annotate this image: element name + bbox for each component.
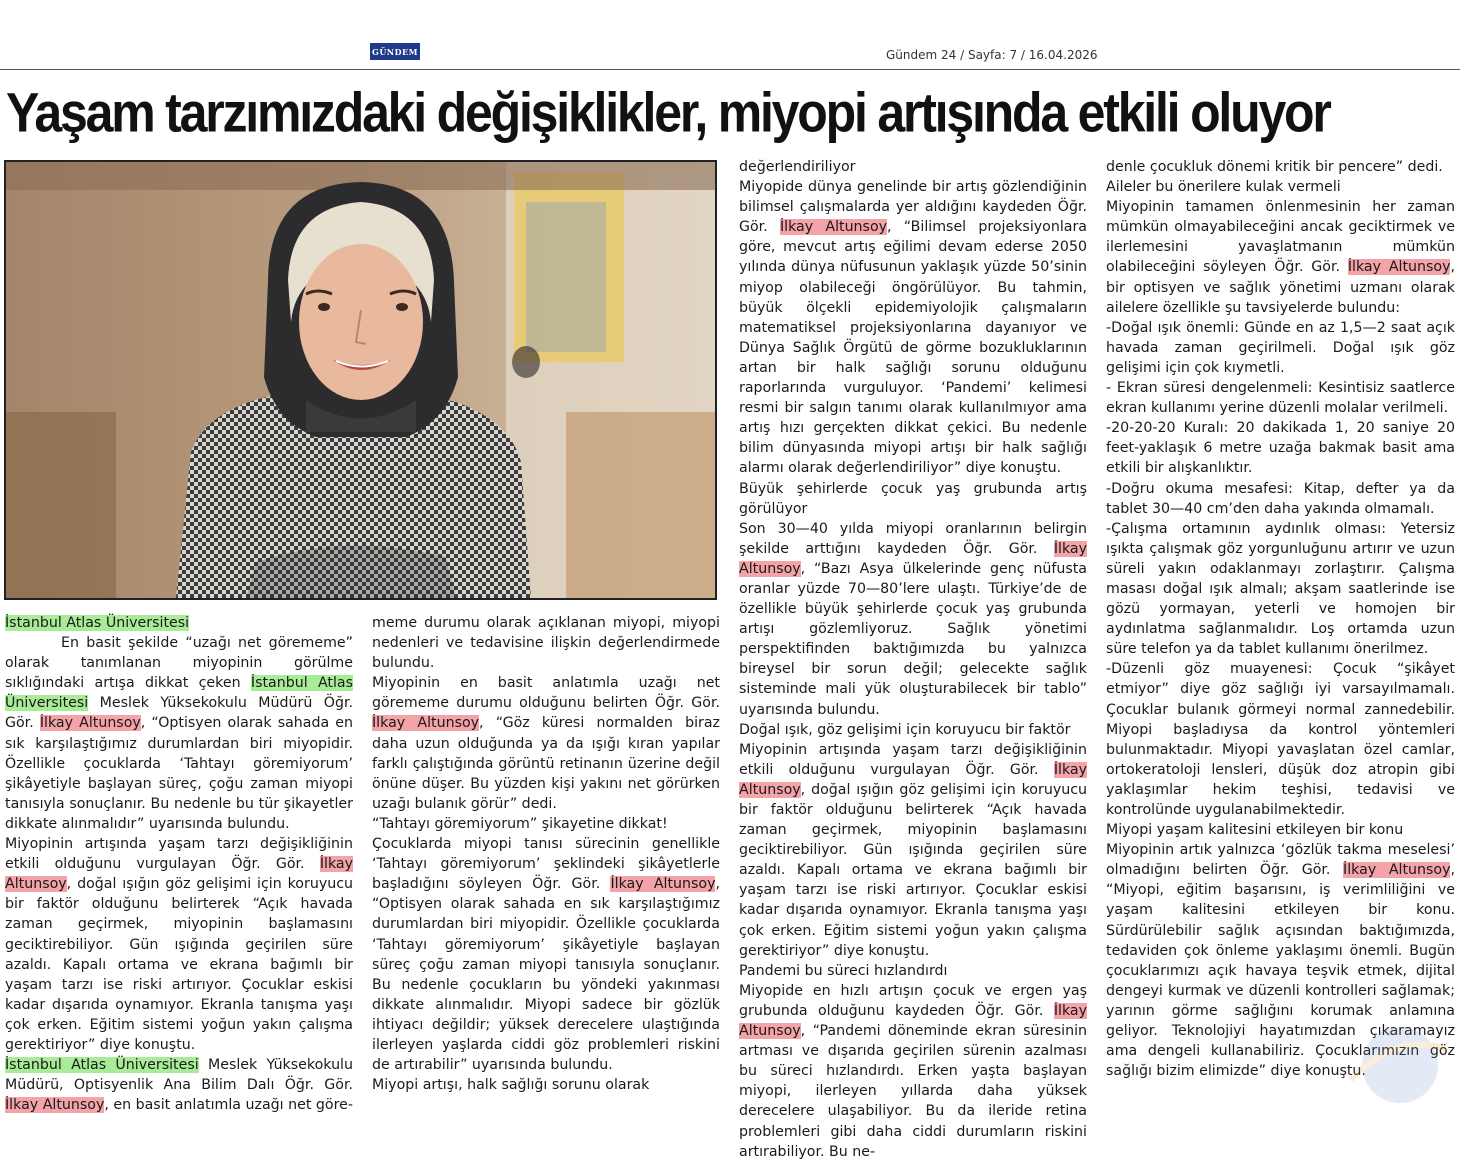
subheading: Miyopi yaşam kalitesini etkileyen bir konu	[1106, 822, 1404, 839]
name-highlight: İlkay Altunsoy	[739, 1002, 1087, 1040]
article-headline: Yaşam tarzımızdaki değişiklikler, miyopi artışında etkili oluyor	[6, 81, 1330, 144]
name-highlight: İlkay Altunsoy	[739, 540, 1087, 577]
paragraph: Miyopinin artışında yaşam tarzı değişikliğinin etkili olduğunu vurgulayan Öğr. Gör. İlkay Altunsoy, doğal ışığın göz gelişimi için koruyucu bir faktör olduğunu belirterek “Açık havada zaman geçirmek, miyopinin başlamasını geciktirebiliyor. Gün ışığında geçirilen süre azaldı. Kapalı ortama ve ekrana bağımlı bir yaşam tarzı ise riski artırıyor. Çocuklar eskisi kadar dışarıda oynamıyor. Ekranla tanışma yaşı çok erken. Eğitim sistemi yoğun yakın çalışma gerektiriyor” diye konuştu.	[5, 836, 353, 1053]
tip-item: -Doğru okuma mesafesi: Kitap, defter ya da tablet 30—40 cm’den daha yakında olmamalı.	[1106, 480, 1455, 517]
paragraph: Çocuklarda miyopi tanısı sürecinin genellikle ‘Tahtayı göremiyorum’ şeklindeki şikâyetlerle başladığını söyleyen Öğr. Gör. İlkay Altunsoy, “Optisyen olarak sahada en sık karşılaştığımız durumlardan biri miyopidir. Özellikle çocuklarda ‘Tahtayı göremiyorum’ şikâyetiyle başlayan süreç çoğu zaman miyopi tanısıyla sonuçlanır. Bu nedenle çocukların bu yöndeki yakınması dikkate alınmalıdır. Miyopi sadece bir gözlük ihtiyacı değildir; yüksek derecelere ulaştığında ilerleyen yaşlarda ciddi göz problemleri riskini de artırabilir” uyarısında bulundu.	[372, 836, 720, 1074]
paragraph: meme durumu olarak açıklanan miyopi, miyopi nedenleri ve tedavisine ilişkin değerlendirmede bulundu.	[372, 615, 720, 672]
name-highlight: İlkay Altunsoy	[5, 856, 353, 893]
subheading: Pandemi bu süreci hızlandırdı	[739, 962, 948, 979]
name-highlight: İlkay Altunsoy	[1343, 862, 1451, 879]
paragraph: Miyopi artışı, halk sağlığı sorunu olarak	[372, 1077, 650, 1094]
tip-item: -Düzenli göz muayenesi: Çocuk “şikâyet etmiyor” diye göz sağlığı iyi varsayılmamalı. Çocuklar bulanık görmeyi normal zannedebilir. Miyopi başladıysa da kontrol yöntemleri bulunmaktadır. Miyopi yavaşlatan özel camlar, ortokeratoloji lensleri, düşük doz atropin gibi yaklaşımlar hekim teşhisi, tedavisi ve kontrolünde uygulanabilmektedir.	[1106, 661, 1455, 818]
institution-highlight: İstanbul Atlas Üniversitesi	[5, 615, 190, 631]
watermark-logo-icon	[1330, 1010, 1450, 1105]
article-column-3	[739, 157, 1087, 1162]
paragraph: Miyopide dünya genelinde bir artış gözlendiğinin bilimsel çalışmalarda yer aldığını kaydeden Öğr. Gör. İlkay Altunsoy, “Bilimsel projeksiyonlara göre, mevcut artış eğilimi devam ederse 2050 yılında dünya nüfusunun yaklaşık yüzde 50’sinin miyop olabileceği öngörülüyor. Bu tahmin, büyük ölçekli epidemiyolojik çalışmaların matematiksel projeksiyonlarına dayanıyor ve Dünya Sağlık Örgütü de görme bozukluklarının artan bir halk sağlığı sorunu olduğunu raporlarında vurguluyor. ‘Pandemi’ kelimesi resmi bir salgın tanımı olarak kullanılmıyor ama artış hızı gerçekten dikkat çekici. Bu nedenle bilim dünyasında miyopi artışı bir halk sağlığı alarmı olarak değerlendiriliyor” diye konuştu.	[739, 179, 1088, 477]
name-highlight: İlkay Altunsoy	[5, 1097, 105, 1114]
institution-highlight: İstanbul Atlas Üniversitesi	[5, 675, 353, 712]
masthead	[0, 0, 1460, 70]
name-highlight: İlkay Altunsoy	[1347, 259, 1451, 276]
header-rule	[0, 69, 1460, 70]
subheading: değerlendiriliyor	[739, 159, 856, 175]
subheading: “Tahtayı göremiyorum” şikayetine dikkat!	[372, 815, 668, 832]
paragraph: Son 30—40 yılda miyopi oranlarının belirgin şekilde arttığını kaydeden Öğr. Gör. İlkay Altunsoy, “Bazı Asya ülkelerinde genç nüfusta oranlar yüzde 70—80’lere ulaştı. Türkiye’de de özellikle büyük şehirlerde çocuk yaş grubunda artışı gözlemliyoruz. Sağlık yönetimi perspektifinden baktığımızda bu yalnızca bireysel bir sorun değil; gelecekte sağlık sisteminde mali yük oluşturabilecek bir tablo” uyarısında bulundu.	[739, 520, 1087, 718]
name-highlight: İlkay Altunsoy	[779, 219, 888, 236]
name-highlight: İlkay Altunsoy	[610, 876, 716, 893]
name-highlight: İlkay Altunsoy	[739, 761, 1087, 798]
paragraph: Miyopinin artık yalnızca ‘gözlük takma meselesi’ olmadığını belirten Öğr. Gör. İlkay Altunsoy, “Miyopi, eğitim başarısını, iş verimliliğini ve yaşam kalitesini etkileyen bir konu. Sürdürülebilir sağlık açısından baktığımızda, tedaviden çok önleme yaklaşımı önemli. Bugün çocuklarımızı açık havaya teşvik etmek, dijital dengeyi kurmak ve düzenli kontrolleri sağlamak; yarının görme sağlığını korumak anlamına geliyor. Teknolojiyi hayatımızdan çıkaramayız ama dengeli kullanabiliriz. Çocuklarımızın göz sağlığı bizim elimizde” diye konuştu.	[1106, 842, 1455, 1080]
tip-item: -20-20-20 Kuralı: 20 dakikada 1, 20 saniye 20 feet-yaklaşık 6 metre uzağa bakmak basit ama etkili bir alışkanlıktır.	[1106, 420, 1455, 477]
subheading: Büyük şehirlerde çocuk yaş grubunda artış görülüyor	[739, 480, 1087, 517]
tip-item: - Ekran süresi dengelenmeli: Kesintisiz saatlerce ekran kullanımı yerine düzenli molalar verilmeli.	[1106, 380, 1455, 417]
name-highlight: İlkay Altunsoy	[372, 715, 480, 732]
face	[299, 244, 423, 400]
article-column-4	[1106, 157, 1455, 1081]
paragraph: Miyopinin artışında yaşam tarzı değişikliğinin etkili olduğunu vurgulayan Öğr. Gör. İlkay Altunsoy, doğal ışığın göz gelişimi için koruyucu bir faktör olduğunu belirterek “Açık havada zaman geçirmek, miyopinin başlamasını geciktirebiliyor. Gün ışığında geçirilen süre azaldı. Kapalı ortama ve ekrana bağımlı bir yaşam tarzı ise riski artırıyor. Çocuklar eskisi kadar dışarıda oynamıyor. Ekranla tanışma yaşı çok erken. Eğitim sistemi yoğun yakın çalışma gerektiriyor” diye konuştu.	[739, 741, 1087, 959]
publication-meta: Gündem 24 / Sayfa: 7 / 16.04.2026	[886, 48, 1098, 62]
publication-logo[interactable]: GÜNDEM	[370, 43, 420, 60]
subheading: Doğal ışık, göz gelişimi için koruyucu bir faktör	[739, 721, 1071, 738]
name-highlight: İlkay Altunsoy	[39, 715, 141, 732]
subheading: Aileler bu önerilere kulak vermeli	[1106, 179, 1341, 196]
article-column-2	[372, 613, 720, 1095]
paragraph: İstanbul Atlas Üniversitesi Meslek Yüksekokulu Müdürü, Optisyenlik Ana Bilim Dalı Öğr. Gör. İlkay Altunsoy, en basit anlatımla uzağı net göre-	[5, 1057, 353, 1114]
tip-item: -Doğal ışık önemli: Günde en az 1,5—2 saat açık havada zaman geçirilmeli. Doğal ışık göz gelişimi için çok kıymetli.	[1106, 319, 1455, 376]
tip-item: -Çalışma ortamının aydınlık olması: Yetersiz ışıkta çalışmak göz yorgunluğunu artırır ve uzun süreli yakın odaklanmayı zorlaştırır. Çalışma masası doğal ışık almalı; akşam saatlerinde ise gözü yormayan, yeterli ve homojen bir aydınlatma sağlanmalıdır. Loş ortamda uzun süre telefon ya da tablet kullanımı önerilmez.	[1106, 520, 1455, 658]
photo-caption	[5, 613, 353, 633]
portrait-illustration	[6, 162, 715, 598]
paragraph: denle çocukluk dönemi kritik bir pencere” dedi.	[1106, 159, 1443, 175]
institution-highlight: İstanbul Atlas Üniversitesi	[5, 1057, 199, 1074]
paragraph: Miyopide en hızlı artışın çocuk ve ergen yaş grubunda olduğunu kaydeden Öğr. Gör. İlkay Altunsoy, “Pandemi döneminde ekran süresinin artması ve dışarıda geçirilen sürenin azalması bu süreci hızlandırdı. Erken yaşta başlayan miyopi, ilerleyen yıllarda daha yüksek derecelere ulaşabiliyor. Bu da ileride retina problemleri gibi daha ciddi durumların riskini artırabiliyor. Bu ne-	[739, 982, 1087, 1160]
paragraph: En basit şekilde “uzağı net görememe” olarak tanımlanan miyopinin görülme sıklığındaki artışa dikkat çeken İstanbul Atlas Üniversitesi Meslek Yüksekokulu Müdürü Öğr. Gör. İlkay Altunsoy, “Optisyen olarak sahada en sık karşılaştığımız durumlardan biri miyopidir. Özellikle çocuklarda ‘Tahtayı göremiyorum’ şikâyetiyle başlayan süreç, çoğu zaman miyopi tanısıyla sonuçlanır. Bu nedenle bu tür şikayetler dikkate alınmalıdır” uyarısında bulundu.	[5, 635, 353, 832]
desk	[566, 412, 715, 598]
paragraph: Miyopinin en basit anlatımla uzağı net görememe durumu olduğunu belirten Öğr. Gör. İlkay Altunsoy, “Göz küresi normalden biraz daha uzun olduğunda ya da ışığı kıran yapılar farklı çalıştığında görüntü retinanın üzerine değil önüne düşer. Bu yüzden kişi yakını net görürken uzağı bulanık görür” dedi.	[372, 675, 720, 812]
article-photo	[4, 160, 717, 600]
paragraph: Miyopinin tamamen önlenmesinin her zaman mümkün olmayabileceğini ancak geciktirmek ve ilerlemesini yavaşlatmanın mümkün olabileceğini söyleyen Öğr. Gör. İlkay Altunsoy, bir optisyen ve sağlık yönetimi uzmanı olarak ailelere özellikle şu tavsiyelerde bulundu:	[1106, 199, 1455, 316]
article-column-1	[5, 613, 353, 1115]
